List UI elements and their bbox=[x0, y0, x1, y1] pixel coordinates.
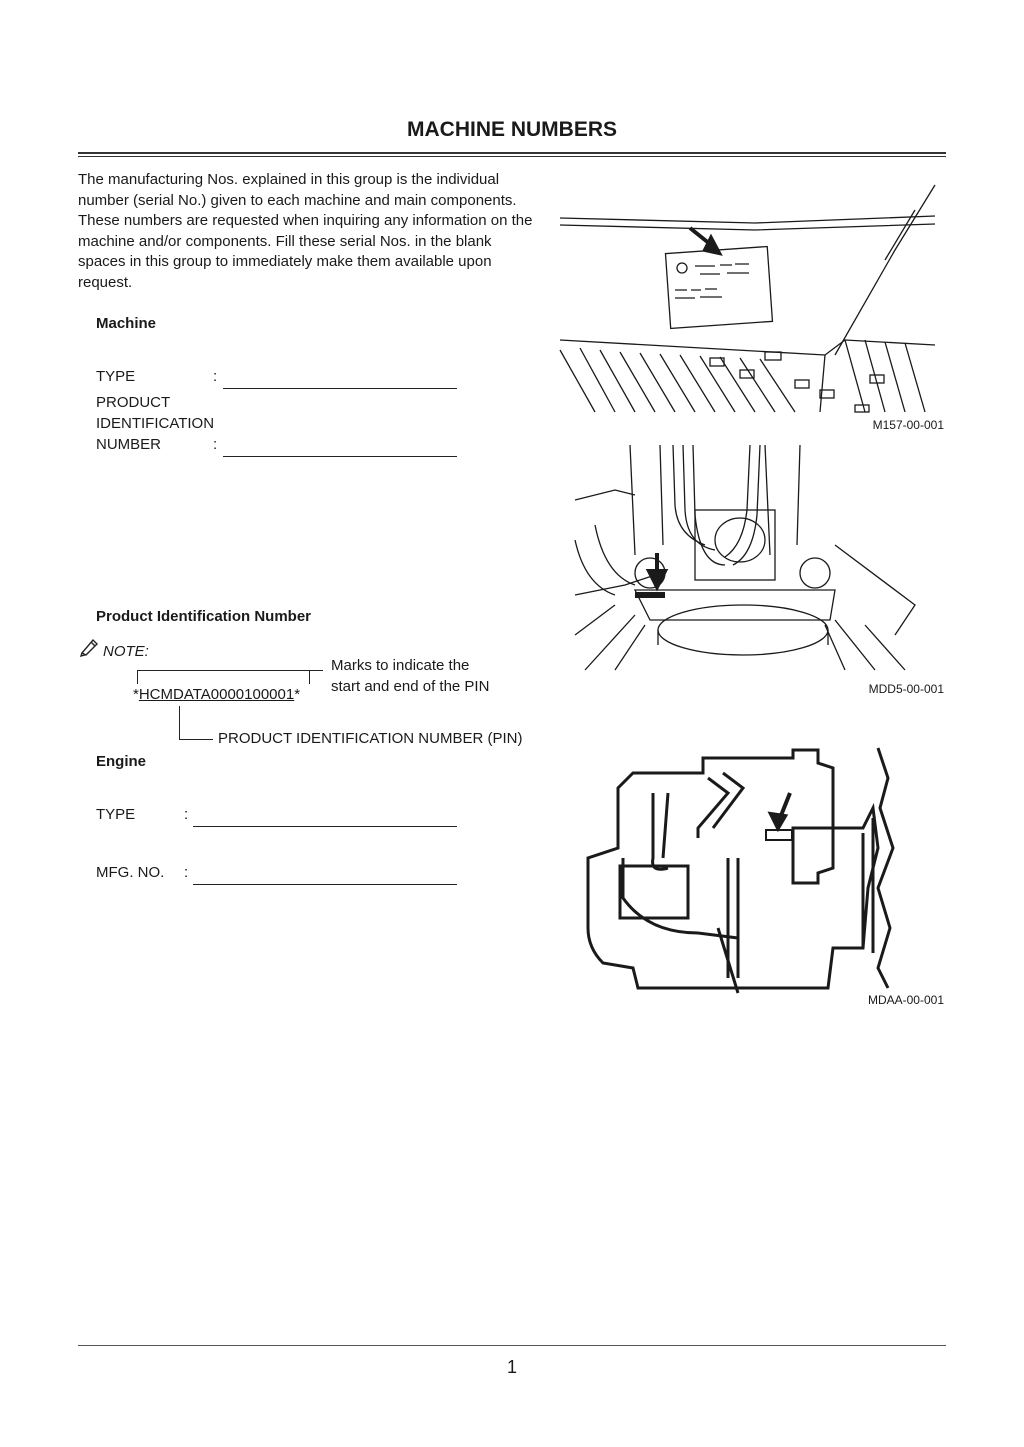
title-rule-thin bbox=[78, 156, 946, 157]
pin-example-suffix: * bbox=[294, 686, 301, 703]
machine-type-label: TYPE bbox=[96, 368, 136, 385]
engine-mfg-colon: : bbox=[184, 864, 189, 881]
page-number: 1 bbox=[506, 1357, 517, 1377]
note-label: NOTE: bbox=[103, 643, 149, 660]
footer-rule bbox=[78, 1345, 946, 1346]
pin-example bbox=[133, 686, 300, 703]
machine-heading: Machine bbox=[96, 315, 157, 332]
figure-nameplate-location bbox=[555, 180, 945, 412]
pin-example-value: HCMDATA0000100001 bbox=[138, 686, 295, 703]
engine-type-colon: : bbox=[184, 806, 189, 823]
pin-caption: PRODUCT IDENTIFICATION NUMBER (PIN) bbox=[218, 730, 523, 747]
figure-pin-plate-location bbox=[575, 445, 920, 670]
machine-pin-colon: : bbox=[213, 436, 218, 453]
pin-leader-vertical bbox=[179, 706, 180, 739]
marks-text-1: Marks to indicate the bbox=[331, 657, 470, 674]
machine-pin-blank[interactable] bbox=[223, 456, 457, 457]
machine-pin-label-3: NUMBER bbox=[96, 436, 162, 453]
engine-mfg-label: MFG. NO. bbox=[96, 864, 165, 881]
engine-mfg-blank[interactable] bbox=[193, 884, 457, 885]
marks-bracket-left bbox=[137, 670, 138, 684]
pin-heading: Product Identification Number bbox=[96, 608, 312, 625]
machine-type-blank[interactable] bbox=[223, 388, 457, 389]
pin-example-prefix: * bbox=[133, 686, 139, 703]
engine-type-label: TYPE bbox=[96, 806, 136, 823]
marks-bracket-top bbox=[137, 670, 323, 671]
page-title: MACHINE NUMBERS bbox=[407, 118, 617, 141]
intro-paragraph: The manufacturing Nos. explained in this group is the individual number (serial No.) given to each machine and main components. These numbers are requested when inquiring any information on the machine and/or components. Fill these serial Nos. in the blank spaces in this group to immediately make them available upon request. bbox=[78, 171, 533, 291]
figure-engine-plate-location bbox=[578, 748, 908, 993]
machine-type-colon: : bbox=[213, 368, 218, 385]
engine-heading: Engine bbox=[96, 753, 147, 770]
figure-1-caption: M157-00-001 bbox=[872, 418, 944, 432]
marks-bracket-right bbox=[309, 670, 310, 684]
marks-text-2: start and end of the PIN bbox=[331, 678, 490, 695]
note-pencil-icon bbox=[78, 636, 100, 658]
figure-3-caption: MDAA-00-001 bbox=[867, 993, 944, 1007]
engine-type-blank[interactable] bbox=[193, 826, 457, 827]
title-rule-thick bbox=[78, 152, 946, 154]
figure-2-caption: MDD5-00-001 bbox=[868, 682, 944, 696]
machine-pin-label-2: IDENTIFICATION bbox=[96, 415, 215, 432]
machine-pin-label-1: PRODUCT bbox=[96, 394, 171, 411]
pin-leader-horizontal bbox=[179, 739, 213, 740]
